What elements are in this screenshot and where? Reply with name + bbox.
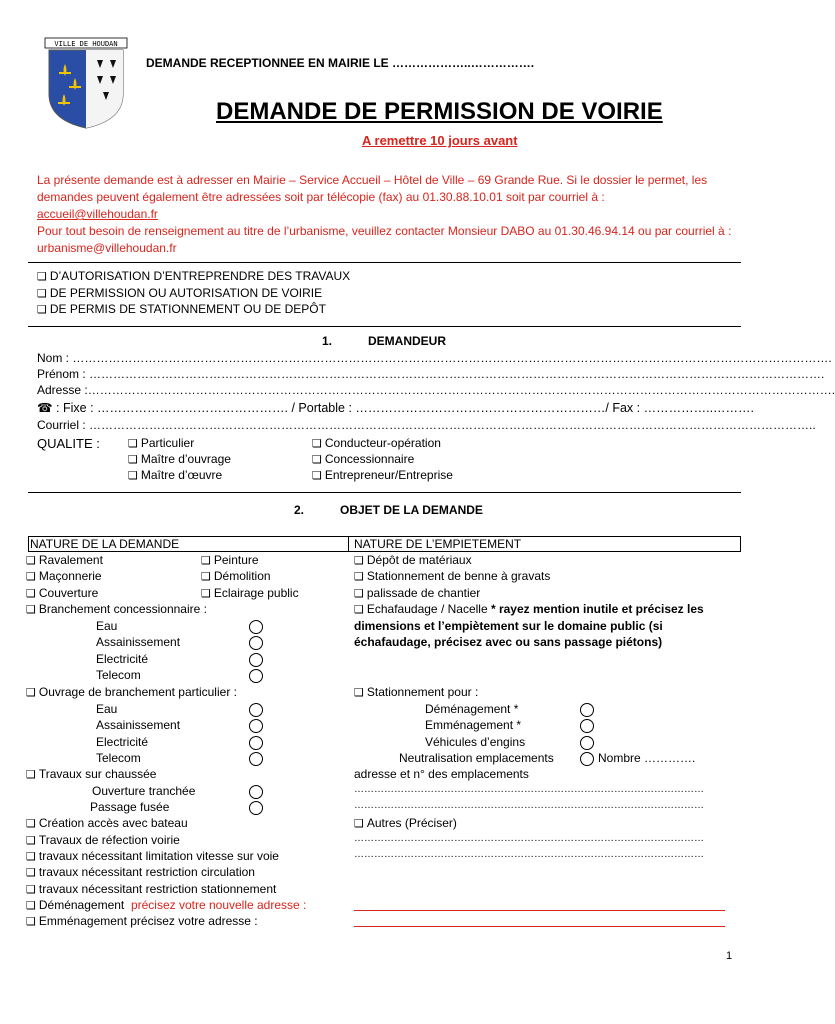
qualite-label-text: Particulier <box>140 436 195 450</box>
checkbox-icon[interactable]: ❑ <box>354 587 364 600</box>
item-label: Couverture <box>38 586 99 600</box>
check-stationnement-benne[interactable] <box>354 569 550 583</box>
item-label: Peinture <box>213 553 259 567</box>
check-echafaudage[interactable] <box>354 602 704 616</box>
item-label: Dépôt de matériaux <box>366 553 472 567</box>
checkbox-icon[interactable]: ❑ <box>354 603 364 616</box>
qualite-label: QUALITE : <box>37 436 100 451</box>
checkbox-icon[interactable]: ❑ <box>312 453 322 466</box>
option-label: DE PERMISSION OU AUTORISATION DE VOIRIE <box>49 286 323 300</box>
checkbox-icon[interactable]: ❑ <box>354 686 364 699</box>
qualite-maitre-oeuvre[interactable] <box>128 468 222 482</box>
subtitle: A remettre 10 jours avant <box>362 133 518 148</box>
adresse-emmenagement-line[interactable] <box>354 926 725 927</box>
item-label: Ravalement <box>38 553 103 567</box>
adresse-emplacements-label: adresse et n° des emplacements <box>354 767 529 781</box>
radio-telecom-2[interactable] <box>249 752 263 766</box>
autres-line-2[interactable]: …………………………………………………………………………………………… <box>354 849 704 860</box>
qualite-label-text: Entrepreneur/Entreprise <box>324 468 453 482</box>
reseau-electricite-label-2: Electricité <box>96 735 149 749</box>
qualite-entrepreneur[interactable] <box>312 468 453 482</box>
radio-demenagement-stationnement[interactable] <box>580 703 594 717</box>
radio-eau[interactable] <box>249 620 263 634</box>
reseau-electricite-label: Electricité <box>96 652 149 666</box>
telephone-label: : Fixe : ………………………………………. / Portable : ……………………………………………………/ Fax : ……………..………. <box>52 401 755 415</box>
demenagement-note: précisez votre nouvelle adresse : <box>130 898 307 912</box>
ouverture-tranchee-label: Ouverture tranchée <box>92 784 196 798</box>
radio-passage-fusee[interactable] <box>249 801 263 815</box>
check-eclairage[interactable] <box>201 586 299 600</box>
radio-ouverture-tranchee[interactable] <box>249 785 263 799</box>
checkbox-icon[interactable]: ❑ <box>201 570 211 583</box>
demenagement-stationnement-label: Déménagement * <box>425 702 519 716</box>
item-label: Travaux de réfection voirie <box>38 833 180 847</box>
svg-text:VILLE DE HOUDAN: VILLE DE HOUDAN <box>54 40 118 48</box>
checkbox-icon[interactable]: ❑ <box>26 686 36 699</box>
checkbox-icon[interactable]: ❑ <box>26 817 36 830</box>
check-ouvrage-branchement[interactable] <box>26 685 237 699</box>
section-1-number: 1. <box>322 334 333 348</box>
telephone-field[interactable] <box>37 400 755 415</box>
qualite-particulier[interactable] <box>128 436 194 450</box>
item-label: Eclairage public <box>213 586 299 600</box>
item-label: Création accès avec bateau <box>38 816 188 830</box>
autres-line-1[interactable]: …………………………………………………………………………………………… <box>354 833 704 844</box>
qualite-label-text: Conducteur-opération <box>324 436 441 450</box>
nature-header-divider <box>348 536 349 552</box>
item-label: Ouvrage de branchement particulier : <box>38 685 237 699</box>
item-label: travaux nécessitant restriction stationnement <box>38 882 277 896</box>
check-ravalement[interactable] <box>26 553 103 567</box>
radio-vehicules-engins[interactable] <box>580 736 594 750</box>
nature-empietement-header: NATURE DE L’EMPIETEMENT <box>354 537 522 551</box>
intro-text-1: La présente demande est à adresser en Mairie – Service Accueil – Hôtel de Ville – 69 Grande Rue. Si le dossier le permet, les demandes peuvent également être adressées soit par télécopie (fax) au 01.30.88.10.01 soit par courriel à : <box>37 173 708 204</box>
echafaudage-note-2: dimensions et l’empiètement sur le domaine public (si <box>354 619 663 633</box>
passage-fusee-label: Passage fusée <box>90 800 170 814</box>
item-label: Stationnement pour : <box>366 685 479 699</box>
radio-assainissement-2[interactable] <box>249 719 263 733</box>
item-label: Autres (Préciser) <box>366 816 457 830</box>
reseau-telecom-label: Telecom <box>96 668 141 682</box>
checkbox-icon[interactable]: ❑ <box>26 768 36 781</box>
emplacements-line-1[interactable]: …………………………………………………………………………………………… <box>354 784 704 795</box>
nouvelle-adresse-line[interactable] <box>354 910 725 911</box>
checkbox-icon[interactable]: ❑ <box>26 834 36 847</box>
check-restriction-circulation[interactable] <box>26 865 255 879</box>
phone-icon: ☎ <box>37 401 53 415</box>
adresse-field[interactable]: Adresse :……………………………………………………………………………………………………………………………………………………………………. <box>37 383 835 397</box>
reseau-eau-label-2: Eau <box>96 702 118 716</box>
item-label: palissade de chantier <box>366 586 481 600</box>
checkbox-icon[interactable]: ❑ <box>128 453 138 466</box>
radio-electricite-2[interactable] <box>249 736 263 750</box>
divider <box>28 492 741 493</box>
qualite-label-text: Maître d’œuvre <box>140 468 223 482</box>
item-label: Maçonnerie <box>38 569 102 583</box>
qualite-concessionnaire[interactable] <box>312 452 414 466</box>
checkbox-icon[interactable]: ❑ <box>37 270 47 283</box>
page-number: 1 <box>726 950 733 962</box>
divider <box>28 326 741 327</box>
item-label: Emménagement précisez votre adresse : <box>38 914 258 928</box>
check-restriction-stationnement[interactable] <box>26 882 276 896</box>
item-label: Branchement concessionnaire : <box>38 602 207 616</box>
divider <box>28 262 741 263</box>
item-label: travaux nécessitant restriction circulation <box>38 865 255 879</box>
checkbox-icon[interactable]: ❑ <box>26 554 36 567</box>
item-label: Déménagement <box>38 898 125 912</box>
check-demolition[interactable] <box>201 569 271 583</box>
checkbox-icon[interactable]: ❑ <box>354 554 364 567</box>
check-refection-voirie[interactable] <box>26 833 180 847</box>
item-label: travaux nécessitant limitation vitesse sur voie <box>38 849 279 863</box>
option-permission-voirie[interactable] <box>37 286 322 300</box>
check-emmenagement[interactable] <box>26 914 258 928</box>
qualite-label-text: Concessionnaire <box>324 452 415 466</box>
checkbox-icon[interactable]: ❑ <box>26 850 36 863</box>
reseau-assainissement-label-2: Assainissement <box>96 718 181 732</box>
item-label: Travaux sur chaussée <box>38 767 157 781</box>
radio-telecom[interactable] <box>249 669 263 683</box>
checkbox-icon[interactable]: ❑ <box>26 915 36 928</box>
check-couverture[interactable] <box>26 586 98 600</box>
check-autres[interactable] <box>354 816 457 830</box>
check-depot-materiaux[interactable] <box>354 553 472 567</box>
page-title: DEMANDE DE PERMISSION DE VOIRIE <box>216 98 663 125</box>
item-label: Stationnement de benne à gravats <box>366 569 551 583</box>
checkbox-icon[interactable]: ❑ <box>312 469 322 482</box>
checkbox-icon[interactable]: ❑ <box>26 570 36 583</box>
checkbox-icon[interactable]: ❑ <box>128 469 138 482</box>
reseau-assainissement-label: Assainissement <box>96 635 181 649</box>
checkbox-icon[interactable]: ❑ <box>354 817 364 830</box>
radio-assainissement[interactable] <box>249 636 263 650</box>
check-limitation-vitesse[interactable] <box>26 849 279 863</box>
check-branchement-concessionnaire[interactable] <box>26 602 207 616</box>
check-peinture[interactable] <box>201 553 259 567</box>
check-palissade[interactable] <box>354 586 480 600</box>
courriel-field[interactable]: Courriel : ……………………………………………………………………………………………………………………………………………………………….. <box>37 418 816 432</box>
checkbox-icon[interactable]: ❑ <box>312 437 322 450</box>
intro-paragraph <box>37 172 742 257</box>
qualite-conducteur[interactable] <box>312 436 441 450</box>
checkbox-icon[interactable]: ❑ <box>128 437 138 450</box>
option-autorisation-travaux[interactable] <box>37 269 350 283</box>
check-creation-acces[interactable] <box>26 816 188 830</box>
radio-neutralisation[interactable] <box>580 752 594 766</box>
reseau-telecom-label-2: Telecom <box>96 751 141 765</box>
nom-field[interactable]: Nom : ………………………………………………………………………………………………………………………………………………………………………. <box>37 351 832 365</box>
qualite-maitre-ouvrage[interactable] <box>128 452 231 466</box>
check-maconnerie[interactable] <box>26 569 102 583</box>
echafaudage-note-3: échafaudage, précisez avec ou sans passage piétons) <box>354 635 663 649</box>
section-1-title: DEMANDEUR <box>368 334 446 348</box>
neutralisation-label: Neutralisation emplacements <box>399 751 554 765</box>
checkbox-icon[interactable]: ❑ <box>354 570 364 583</box>
radio-eau-2[interactable] <box>249 703 263 717</box>
item-label: Démolition <box>213 569 271 583</box>
section-2-number: 2. <box>294 503 305 517</box>
nature-demande-header: NATURE DE LA DEMANDE <box>30 537 180 551</box>
emplacements-line-2[interactable]: …………………………………………………………………………………………… <box>354 800 704 811</box>
checkbox-icon[interactable]: ❑ <box>26 899 36 912</box>
checkbox-icon[interactable]: ❑ <box>37 303 47 316</box>
checkbox-icon[interactable]: ❑ <box>26 866 36 879</box>
option-label: DE PERMIS DE STATIONNEMENT OU DE DEPÔT <box>49 302 326 316</box>
checkbox-icon[interactable]: ❑ <box>26 883 36 896</box>
option-label: D’AUTORISATION D’ENTREPRENDRE DES TRAVAUX <box>49 269 351 283</box>
checkbox-icon[interactable]: ❑ <box>201 554 211 567</box>
checkbox-icon[interactable]: ❑ <box>37 287 47 300</box>
check-stationnement-pour[interactable] <box>354 685 478 699</box>
reception-line: DEMANDE RECEPTIONNEE EN MAIRIE LE ………………..……………. <box>146 56 535 70</box>
vehicules-engins-label: Véhicules d’engins <box>425 735 526 749</box>
checkbox-icon[interactable]: ❑ <box>26 603 36 616</box>
echafaudage-note: * rayez mention inutile et précisez les <box>487 602 704 616</box>
checkbox-icon[interactable]: ❑ <box>26 587 36 600</box>
accueil-email-link[interactable]: accueil@villehoudan.fr <box>37 207 158 221</box>
check-demenagement[interactable] <box>26 898 306 912</box>
item-label: Echafaudage / Nacelle <box>366 602 488 616</box>
town-crest-logo <box>45 38 127 133</box>
nombre-field[interactable]: Nombre …………. <box>598 751 696 765</box>
section-2-title: OBJET DE LA DEMANDE <box>340 503 483 517</box>
qualite-label-text: Maître d’ouvrage <box>140 452 231 466</box>
prenom-field[interactable]: Prénom : …………………………………………………………………………………………………………………………………………………………………. <box>37 367 825 381</box>
emmenagement-stationnement-label: Emménagement * <box>425 718 522 732</box>
checkbox-icon[interactable]: ❑ <box>201 587 211 600</box>
radio-emmenagement-stationnement[interactable] <box>580 719 594 733</box>
radio-electricite[interactable] <box>249 653 263 667</box>
reseau-eau-label: Eau <box>96 619 118 633</box>
intro-text-2: Pour tout besoin de renseignement au titre de l’urbanisme, veuillez contacter Monsieur DABO au 01.30.46.94.14 ou par courriel à : urbanisme@villehoudan.fr <box>37 224 732 255</box>
option-permis-stationnement[interactable] <box>37 302 326 316</box>
check-travaux-chaussee[interactable] <box>26 767 156 781</box>
